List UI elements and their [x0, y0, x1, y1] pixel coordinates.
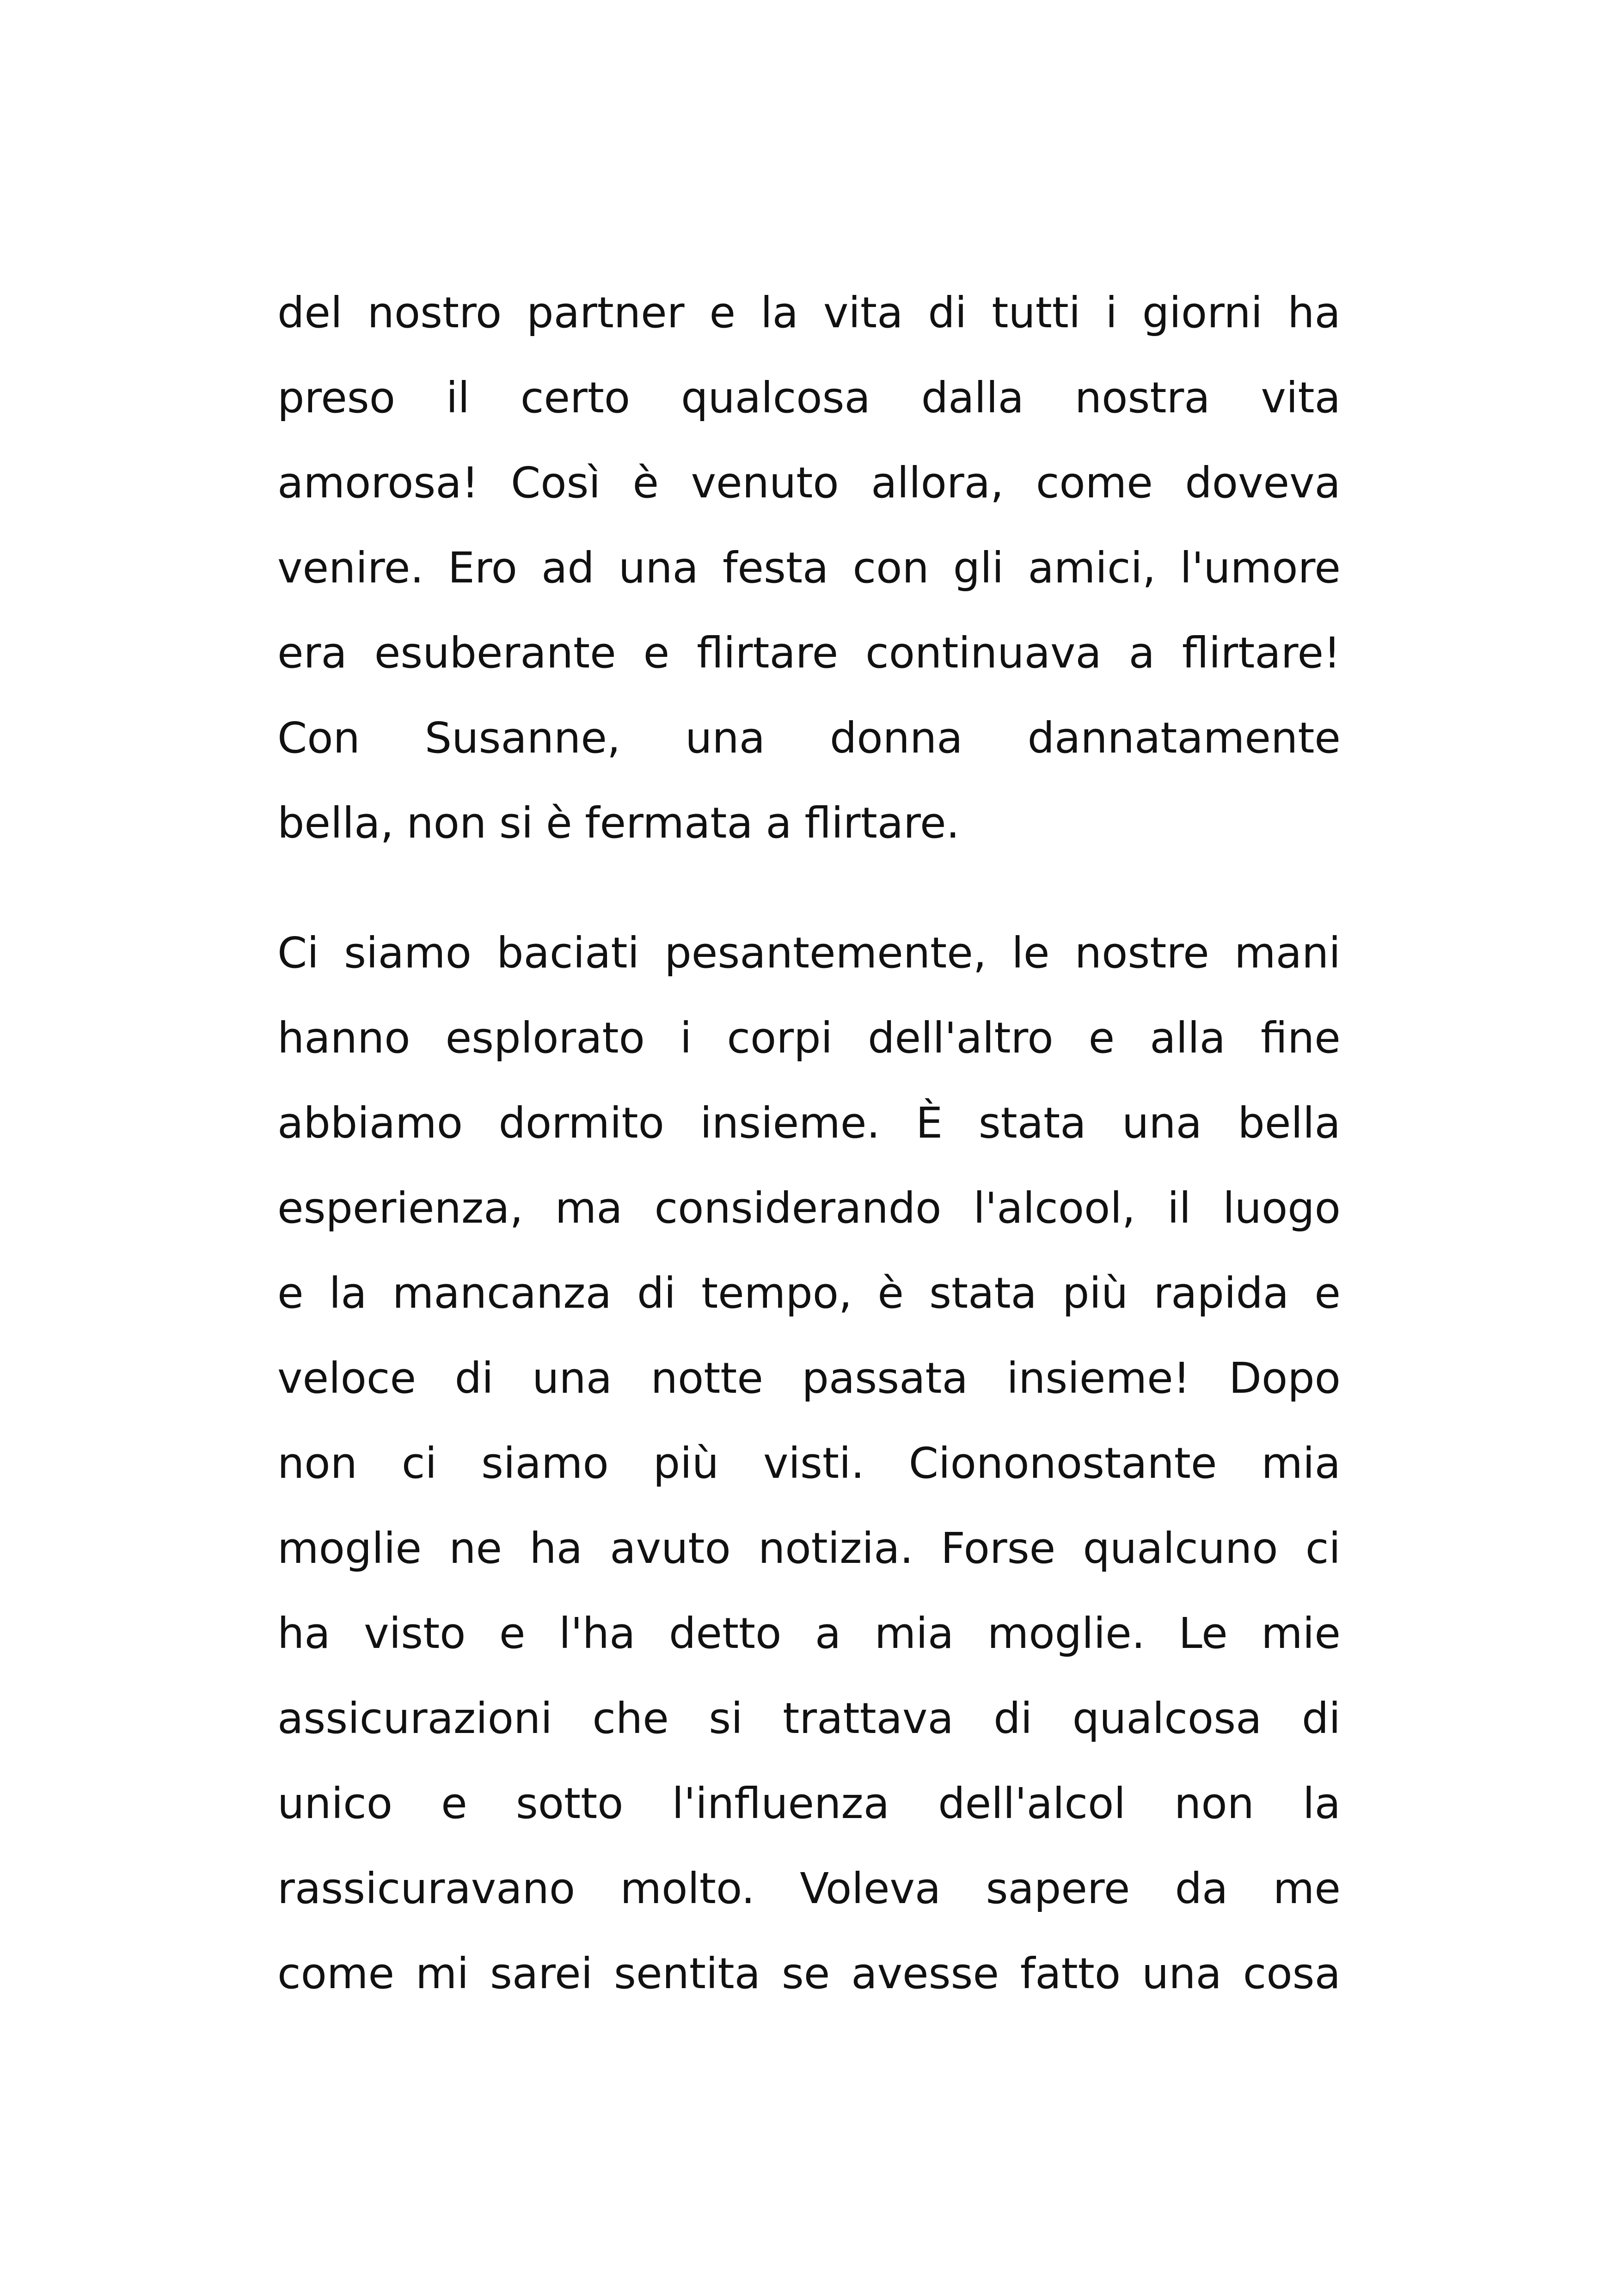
word: esperienza,	[277, 1183, 523, 1233]
word: visti.	[763, 1439, 864, 1488]
word: non	[1174, 1779, 1254, 1828]
word: una	[618, 543, 699, 593]
word: amici,	[1028, 543, 1156, 593]
word: detto	[668, 1609, 782, 1658]
word: l'ha	[558, 1609, 636, 1658]
word: dalla	[921, 373, 1024, 422]
word: Ciononostante	[908, 1439, 1217, 1488]
word: stata	[929, 1268, 1037, 1318]
word: ci	[1305, 1524, 1341, 1573]
word: e	[643, 628, 670, 678]
word: qualcosa	[1072, 1694, 1262, 1743]
word: è	[877, 1268, 904, 1318]
word: visto	[364, 1609, 466, 1658]
text-line	[277, 781, 1341, 866]
word: si	[499, 798, 533, 848]
text-line	[277, 996, 1341, 1081]
word: Le	[1178, 1609, 1228, 1658]
word: e	[277, 1268, 304, 1318]
word: baciati	[496, 928, 640, 978]
text-line	[277, 611, 1341, 696]
word: festa	[723, 543, 829, 593]
word: insieme.	[700, 1098, 880, 1148]
word: dell'altro	[868, 1013, 1054, 1063]
word: giorni	[1142, 288, 1263, 337]
word: notte	[650, 1353, 763, 1403]
word: la	[1303, 1779, 1341, 1828]
text-line	[277, 270, 1341, 355]
word: bella	[1238, 1098, 1341, 1148]
word: da	[1175, 1864, 1228, 1913]
word: notizia.	[758, 1524, 913, 1573]
word: siamo	[481, 1439, 609, 1488]
text-line	[277, 1506, 1341, 1591]
word: a	[815, 1609, 841, 1658]
word: dell'alcol	[938, 1779, 1126, 1828]
word: esplorato	[445, 1013, 645, 1063]
word: donna	[830, 713, 963, 763]
word: alla	[1150, 1013, 1226, 1063]
word: sapere	[986, 1864, 1130, 1913]
word: più	[1062, 1268, 1128, 1318]
word: fatto	[1020, 1949, 1121, 1998]
word: nostre	[1074, 928, 1209, 978]
text-line	[277, 696, 1341, 781]
word: considerando	[654, 1183, 942, 1233]
word: rapida	[1153, 1268, 1289, 1318]
word: di	[454, 1353, 494, 1403]
word: flirtare!	[1182, 628, 1341, 678]
word: Ero	[447, 543, 517, 593]
word: è	[632, 458, 659, 508]
word: e	[709, 288, 736, 337]
word: con	[852, 543, 929, 593]
word: vita	[823, 288, 903, 337]
text-line	[277, 911, 1341, 996]
text-line	[277, 1676, 1341, 1761]
word: una	[685, 713, 766, 763]
word: hanno	[277, 1013, 411, 1063]
word: tutti	[992, 288, 1081, 337]
word: se	[781, 1949, 830, 1998]
word: di	[928, 288, 967, 337]
word: Ci	[277, 928, 319, 978]
word: corpi	[727, 1013, 833, 1063]
word: Dopo	[1229, 1353, 1341, 1403]
word: flirtare	[697, 628, 839, 678]
text-line	[277, 1421, 1341, 1506]
word: venuto	[691, 458, 839, 508]
word: l'influenza	[672, 1779, 890, 1828]
word: mancanza	[392, 1268, 612, 1318]
word: Forse	[940, 1524, 1056, 1573]
word: partner	[527, 288, 685, 337]
word: moglie.	[987, 1609, 1145, 1658]
word: mia	[874, 1609, 954, 1658]
word: non	[277, 1439, 357, 1488]
word: cosa	[1243, 1949, 1341, 1998]
word: doveva	[1185, 458, 1341, 508]
word: esuberante	[374, 628, 616, 678]
word: di	[1301, 1694, 1341, 1743]
word: molto.	[620, 1864, 755, 1913]
word: e	[441, 1779, 467, 1828]
word: mie	[1261, 1609, 1341, 1658]
word: certo	[520, 373, 631, 422]
word: avuto	[610, 1524, 731, 1573]
word: amorosa!	[277, 458, 479, 508]
word: continuava	[865, 628, 1102, 678]
word: Voleva	[800, 1864, 941, 1913]
word: sotto	[515, 1779, 624, 1828]
word: l'alcool,	[973, 1183, 1136, 1233]
word: sarei	[490, 1949, 593, 1998]
word: mani	[1234, 928, 1341, 978]
word: qualcuno	[1083, 1524, 1278, 1573]
word: insieme!	[1006, 1353, 1190, 1403]
word: il	[1167, 1183, 1191, 1233]
word: nostro	[367, 288, 502, 337]
paragraph-2	[277, 911, 1341, 2016]
word: Così	[511, 458, 601, 508]
word: ha	[529, 1524, 583, 1573]
word: le	[1011, 928, 1050, 978]
word: qualcosa	[681, 373, 870, 422]
word: bella,	[277, 798, 394, 848]
word: di	[993, 1694, 1033, 1743]
word: nostra	[1074, 373, 1210, 422]
text-line	[277, 441, 1341, 526]
word: allora,	[871, 458, 1004, 508]
word: È	[916, 1098, 943, 1148]
word: a	[766, 798, 792, 848]
word: vita	[1261, 373, 1341, 422]
text-line	[277, 1931, 1341, 2016]
word: una	[1122, 1098, 1202, 1148]
word: come	[277, 1949, 395, 1998]
word: tempo,	[701, 1268, 852, 1318]
word: moglie	[277, 1524, 422, 1573]
word: e	[499, 1609, 526, 1658]
word: ha	[1287, 288, 1341, 337]
word: siamo	[344, 928, 472, 978]
text-line	[277, 1846, 1341, 1931]
word: flirtare.	[804, 798, 960, 848]
word: passata	[802, 1353, 968, 1403]
word: dannatamente	[1027, 713, 1341, 763]
word: una	[532, 1353, 613, 1403]
word: dormito	[498, 1098, 664, 1148]
word: mia	[1261, 1439, 1341, 1488]
word: unico	[277, 1779, 393, 1828]
word: a	[1128, 628, 1155, 678]
word: del	[277, 288, 343, 337]
text-line	[277, 526, 1341, 611]
word: e	[1314, 1268, 1341, 1318]
word: il	[446, 373, 470, 422]
paragraph-1	[277, 270, 1341, 866]
word: luogo	[1223, 1183, 1341, 1233]
text-line	[277, 1591, 1341, 1676]
word: mi	[415, 1949, 469, 1998]
word: trattava	[783, 1694, 954, 1743]
word: la	[329, 1268, 367, 1318]
word: una	[1141, 1949, 1222, 1998]
word: di	[637, 1268, 676, 1318]
text-line	[277, 355, 1341, 441]
word: ad	[541, 543, 594, 593]
word: non	[406, 798, 487, 848]
word: fine	[1261, 1013, 1341, 1063]
word: l'umore	[1180, 543, 1341, 593]
word: rassicuravano	[277, 1864, 576, 1913]
word: avesse	[851, 1949, 999, 1998]
word: gli	[953, 543, 1004, 593]
word: più	[653, 1439, 719, 1488]
word: veloce	[277, 1353, 417, 1403]
word: e	[1088, 1013, 1115, 1063]
text-line	[277, 1336, 1341, 1421]
word: era	[277, 628, 347, 678]
word: la	[760, 288, 799, 337]
word: si	[709, 1694, 743, 1743]
word: che	[592, 1694, 669, 1743]
word: Con	[277, 713, 360, 763]
text-line	[277, 1761, 1341, 1846]
word: Susanne,	[424, 713, 621, 763]
word: ne	[449, 1524, 503, 1573]
word: è	[545, 798, 572, 848]
word: ci	[401, 1439, 437, 1488]
word: pesantemente,	[664, 928, 987, 978]
word: assicurazioni	[277, 1694, 552, 1743]
word: me	[1273, 1864, 1341, 1913]
word: abbiamo	[277, 1098, 463, 1148]
word: stata	[978, 1098, 1086, 1148]
word: preso	[277, 373, 396, 422]
text-line	[277, 1081, 1341, 1166]
word: i	[680, 1013, 692, 1063]
word: ha	[277, 1609, 331, 1658]
word: ma	[555, 1183, 623, 1233]
word: i	[1105, 288, 1117, 337]
word: come	[1036, 458, 1153, 508]
text-line	[277, 1251, 1341, 1336]
word: venire.	[277, 543, 424, 593]
word: sentita	[614, 1949, 760, 1998]
text-line	[277, 1166, 1341, 1251]
word: fermata	[585, 798, 753, 848]
